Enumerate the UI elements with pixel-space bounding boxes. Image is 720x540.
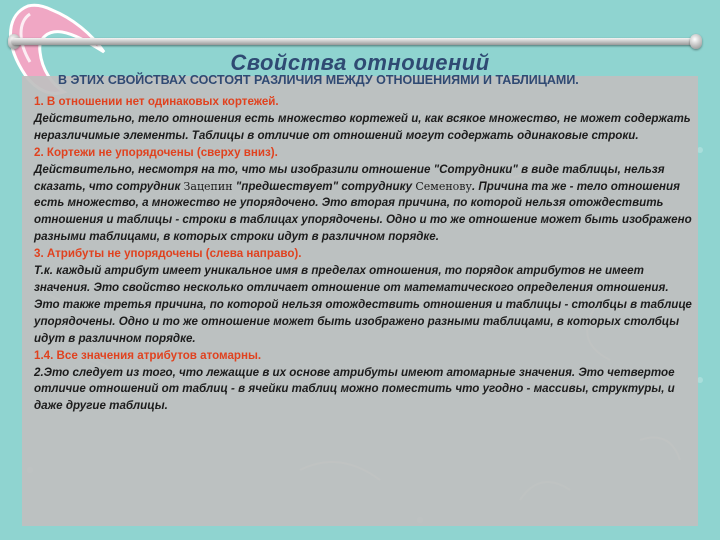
bar-right-cap	[690, 34, 702, 49]
heading-2: 2. Кортежи не упорядочены (сверху вниз).	[34, 145, 278, 159]
paragraph-1: Действительно, тело отношения есть множество кортежей и, как всякое множество, не может содержать неразличимые элементы. Таблицы в отличие от отношений могут содержать одинаковые строки.	[34, 111, 691, 142]
paragraph-2-part-a: Действительно, несмотря на то, что мы изобразили отношение "Сотрудники" в виде таблицы, нельзя сказать, что сотрудник	[34, 162, 665, 193]
heading-4: 1.4. Все значения атрибутов атомарны.	[34, 348, 262, 362]
employee-name-2: Семенову	[415, 179, 472, 193]
employee-name-1: Зацепин	[183, 179, 233, 193]
slide-subtitle: В ЭТИХ СВОЙСТВАХ СОСТОЯТ РАЗЛИЧИЯ МЕЖДУ ОТНОШЕНИЯМИ И ТАБЛИЦАМИ.	[58, 73, 579, 87]
slide-body	[34, 94, 694, 415]
paragraph-4: 2.Это следует из того, что лежащие в их основе атрибуты имеют атомарные значения. Это четвертое отличие отношений от таблиц - в ячейки таблиц можно поместить что угодно - массивы, структуры, и даже другие таблицы.	[34, 365, 675, 413]
paragraph-3: Т.к. каждый атрибут имеет уникальное имя в пределах отношения, то порядок атрибутов не имеет значения. Это свойство несколько отличает отношение от математического определения отношения. Это также третья причина, по которой нельзя отождествить отношения и таблицы - столбцы в таблице упорядочены. Одно и то же отношение может быть изображено разными таблицами, в которых столбцы идут в различном порядке.	[34, 264, 692, 345]
paragraph-2-part-b: "предшествует" сотруднику	[232, 179, 416, 193]
slide-title: Свойства отношений	[230, 50, 490, 75]
heading-1: 1. В отношении нет одинаковых кортежей.	[34, 95, 279, 108]
paragraph-2	[34, 162, 694, 247]
heading-3: 3. Атрибуты не упорядочены (слева направо).	[34, 247, 302, 261]
slide-bar	[12, 38, 698, 45]
paragraph-2-part-c: . Причина та же - тело отношения есть множество, а множество не упорядочено. Это вторая причина, по которой нельзя отождествить отношения и таблицы - строки в таблицах упорядочены. Одно и то же отношение может быть изображено разными таблицами, в которых строки идут в различном порядке.	[34, 179, 692, 244]
